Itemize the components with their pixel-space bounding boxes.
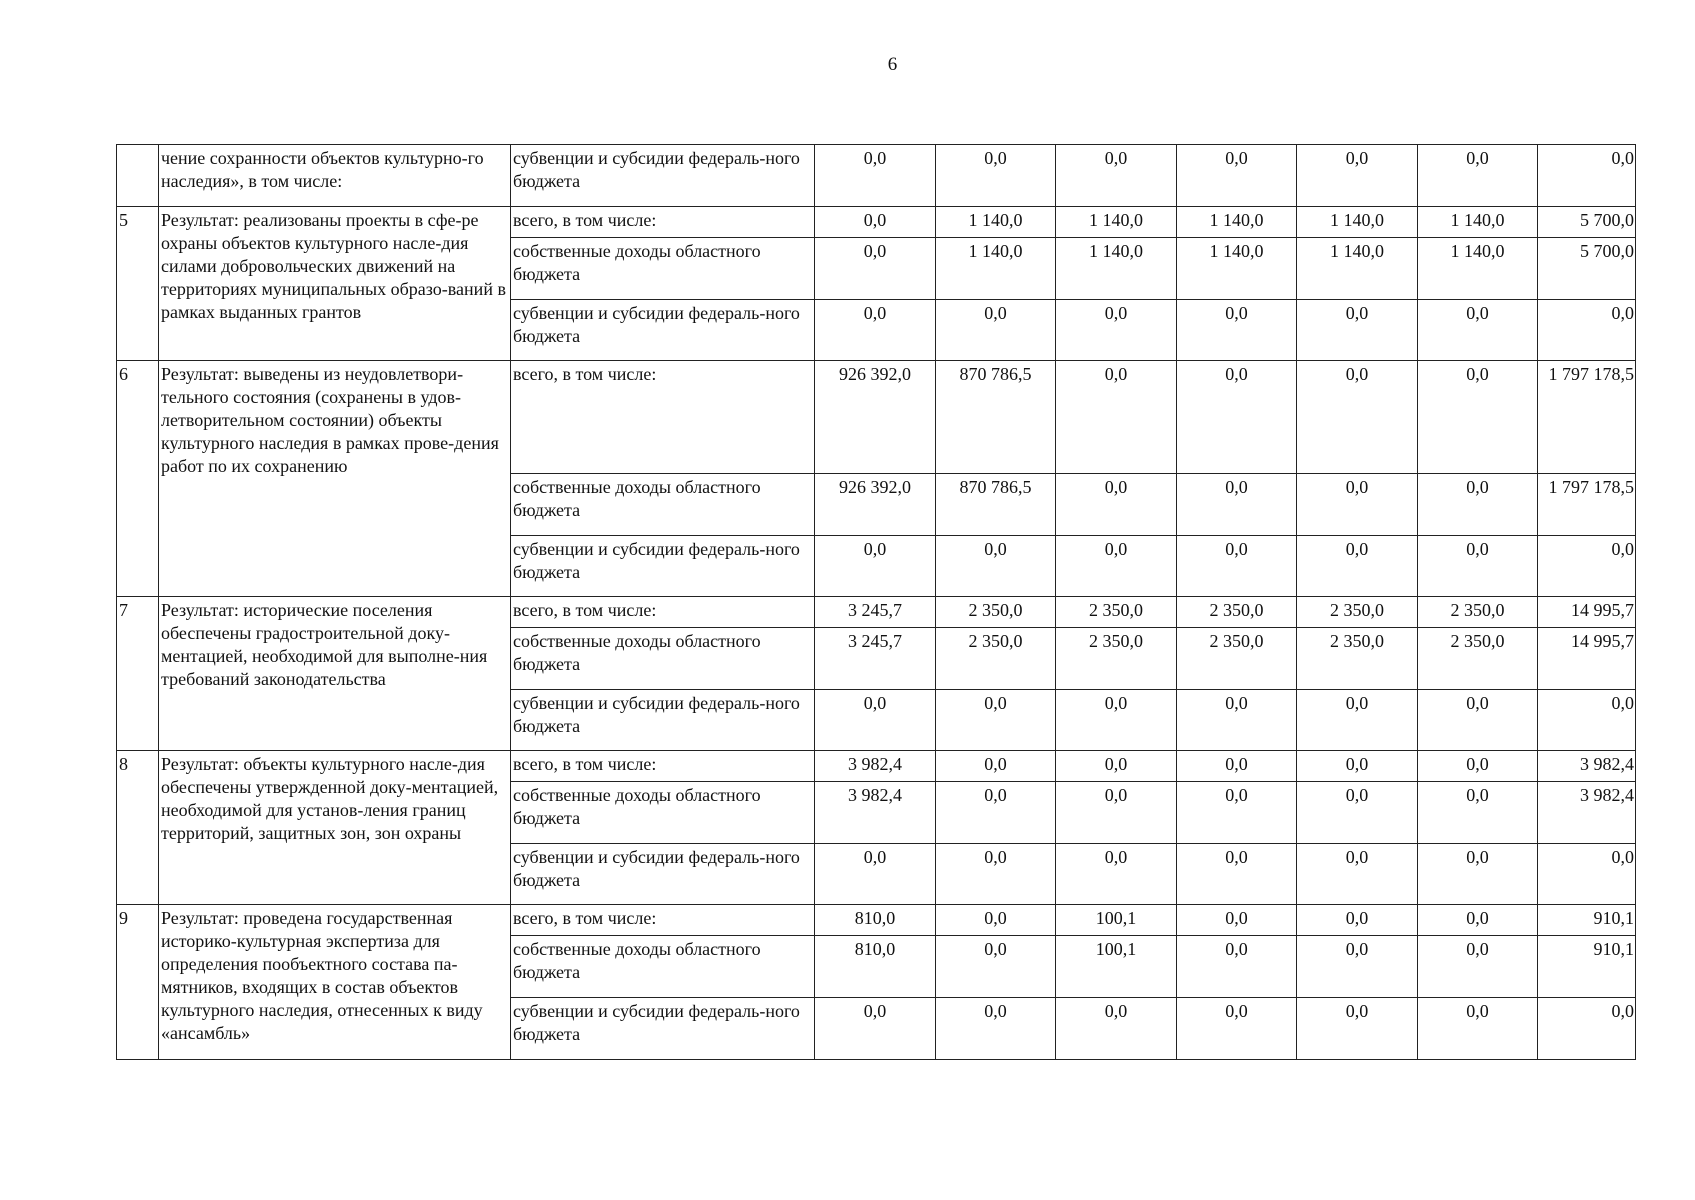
total-value-cell: 0,0 xyxy=(1538,998,1636,1060)
year-value-cell: 3 982,4 xyxy=(815,782,936,844)
year-value-cell: 2 350,0 xyxy=(1418,597,1538,628)
year-value-cell: 0,0 xyxy=(1418,844,1538,905)
year-value-cell: 0,0 xyxy=(1177,536,1297,597)
year-value-cell: 0,0 xyxy=(815,998,936,1060)
row-number-cell xyxy=(117,145,159,207)
year-value-cell: 1 140,0 xyxy=(936,238,1056,300)
total-value-cell: 14 995,7 xyxy=(1538,628,1636,690)
year-value-cell: 926 392,0 xyxy=(815,474,936,536)
budget-table xyxy=(116,144,1636,1060)
year-value-cell: 0,0 xyxy=(1418,998,1538,1060)
row-number-cell: 8 xyxy=(117,751,159,905)
year-value-cell: 1 140,0 xyxy=(1418,207,1538,238)
year-value-cell: 0,0 xyxy=(1297,536,1418,597)
year-value-cell: 0,0 xyxy=(1177,844,1297,905)
year-value-cell: 0,0 xyxy=(815,844,936,905)
year-value-cell: 0,0 xyxy=(1418,905,1538,936)
year-value-cell: 870 786,5 xyxy=(936,474,1056,536)
year-value-cell: 1 140,0 xyxy=(1418,238,1538,300)
year-value-cell: 810,0 xyxy=(815,905,936,936)
year-value-cell: 0,0 xyxy=(1297,844,1418,905)
year-value-cell: 0,0 xyxy=(1418,936,1538,998)
total-value-cell: 5 700,0 xyxy=(1538,207,1636,238)
year-value-cell: 0,0 xyxy=(1177,300,1297,361)
result-description-cell: Результат: выведены из неудовлетвори-тельного состояния (сохранены в удов-летворительном состоянии) объекты культурного наследия в рамках прове-дения работ по их сохранению xyxy=(159,361,511,597)
year-value-cell: 1 140,0 xyxy=(1297,238,1418,300)
year-value-cell: 0,0 xyxy=(815,145,936,207)
year-value-cell: 0,0 xyxy=(1177,474,1297,536)
result-description-cell: Результат: реализованы проекты в сфе-ре охраны объектов культурного насле-дия силами добровольческих движений на территориях муниципальных образо-ваний в рамках выданных грантов xyxy=(159,207,511,361)
year-value-cell: 0,0 xyxy=(1297,905,1418,936)
year-value-cell: 0,0 xyxy=(1297,936,1418,998)
year-value-cell: 0,0 xyxy=(1056,782,1177,844)
row-number-cell: 7 xyxy=(117,597,159,751)
year-value-cell: 1 140,0 xyxy=(1177,207,1297,238)
funding-source-cell: субвенции и субсидии федераль-ного бюджета xyxy=(511,690,815,751)
total-value-cell: 5 700,0 xyxy=(1538,238,1636,300)
year-value-cell: 0,0 xyxy=(1418,751,1538,782)
table-row xyxy=(117,207,1636,238)
year-value-cell: 0,0 xyxy=(1418,145,1538,207)
funding-source-cell: субвенции и субсидии федераль-ного бюджета xyxy=(511,145,815,207)
year-value-cell: 0,0 xyxy=(1056,300,1177,361)
funding-source-cell: всего, в том числе: xyxy=(511,361,815,474)
year-value-cell: 0,0 xyxy=(1418,361,1538,474)
total-value-cell: 0,0 xyxy=(1538,145,1636,207)
total-value-cell: 0,0 xyxy=(1538,690,1636,751)
funding-source-cell: собственные доходы областного бюджета xyxy=(511,628,815,690)
table-row xyxy=(117,905,1636,936)
total-value-cell: 3 982,4 xyxy=(1538,751,1636,782)
funding-source-cell: собственные доходы областного бюджета xyxy=(511,474,815,536)
total-value-cell: 14 995,7 xyxy=(1538,597,1636,628)
year-value-cell: 0,0 xyxy=(1177,751,1297,782)
year-value-cell: 0,0 xyxy=(1177,998,1297,1060)
year-value-cell: 0,0 xyxy=(936,936,1056,998)
year-value-cell: 0,0 xyxy=(936,145,1056,207)
year-value-cell: 0,0 xyxy=(1056,474,1177,536)
year-value-cell: 0,0 xyxy=(1177,690,1297,751)
funding-source-cell: всего, в том числе: xyxy=(511,905,815,936)
total-value-cell: 0,0 xyxy=(1538,300,1636,361)
year-value-cell: 0,0 xyxy=(1297,145,1418,207)
year-value-cell: 0,0 xyxy=(1297,474,1418,536)
year-value-cell: 0,0 xyxy=(936,782,1056,844)
year-value-cell: 1 140,0 xyxy=(936,207,1056,238)
year-value-cell: 3 245,7 xyxy=(815,597,936,628)
year-value-cell: 0,0 xyxy=(1297,751,1418,782)
page-number: 6 xyxy=(887,54,898,75)
year-value-cell: 0,0 xyxy=(1418,300,1538,361)
year-value-cell: 0,0 xyxy=(1297,361,1418,474)
year-value-cell: 2 350,0 xyxy=(1418,628,1538,690)
table-row xyxy=(117,361,1636,474)
year-value-cell: 2 350,0 xyxy=(1056,597,1177,628)
year-value-cell: 0,0 xyxy=(1056,998,1177,1060)
year-value-cell: 2 350,0 xyxy=(1297,597,1418,628)
year-value-cell: 3 245,7 xyxy=(815,628,936,690)
year-value-cell: 0,0 xyxy=(1177,145,1297,207)
year-value-cell: 1 140,0 xyxy=(1177,238,1297,300)
year-value-cell: 0,0 xyxy=(1056,844,1177,905)
year-value-cell: 0,0 xyxy=(1056,751,1177,782)
funding-source-cell: собственные доходы областного бюджета xyxy=(511,238,815,300)
year-value-cell: 0,0 xyxy=(1177,905,1297,936)
year-value-cell: 0,0 xyxy=(1056,536,1177,597)
total-value-cell: 3 982,4 xyxy=(1538,782,1636,844)
year-value-cell: 0,0 xyxy=(936,300,1056,361)
funding-source-cell: всего, в том числе: xyxy=(511,597,815,628)
year-value-cell: 0,0 xyxy=(936,690,1056,751)
year-value-cell: 2 350,0 xyxy=(1056,628,1177,690)
year-value-cell: 0,0 xyxy=(815,207,936,238)
year-value-cell: 0,0 xyxy=(936,905,1056,936)
total-value-cell: 1 797 178,5 xyxy=(1538,474,1636,536)
year-value-cell: 3 982,4 xyxy=(815,751,936,782)
year-value-cell: 0,0 xyxy=(1056,690,1177,751)
year-value-cell: 0,0 xyxy=(1418,536,1538,597)
year-value-cell: 0,0 xyxy=(936,536,1056,597)
row-number-cell: 5 xyxy=(117,207,159,361)
year-value-cell: 0,0 xyxy=(936,844,1056,905)
funding-source-cell: субвенции и субсидии федераль-ного бюджета xyxy=(511,536,815,597)
year-value-cell: 0,0 xyxy=(1297,782,1418,844)
year-value-cell: 100,1 xyxy=(1056,905,1177,936)
year-value-cell: 0,0 xyxy=(815,300,936,361)
year-value-cell: 0,0 xyxy=(1056,145,1177,207)
result-description-cell: Результат: объекты культурного насле-дия обеспечены утвержденной доку-ментацией, необходимой для установ-ления границ территорий, защитных зон, зон охраны xyxy=(159,751,511,905)
year-value-cell: 2 350,0 xyxy=(1177,628,1297,690)
year-value-cell: 0,0 xyxy=(1418,782,1538,844)
row-number-cell: 6 xyxy=(117,361,159,597)
year-value-cell: 0,0 xyxy=(1177,361,1297,474)
year-value-cell: 2 350,0 xyxy=(1177,597,1297,628)
funding-source-cell: собственные доходы областного бюджета xyxy=(511,782,815,844)
year-value-cell: 2 350,0 xyxy=(936,628,1056,690)
year-value-cell: 1 140,0 xyxy=(1056,207,1177,238)
year-value-cell: 0,0 xyxy=(1177,936,1297,998)
table-row xyxy=(117,145,1636,207)
result-description-cell: Результат: проведена государственная историко-культурная экспертиза для определения пообъектного состава па-мятников, входящих в состав объектов культурного наследия, отнесенных к виду «ансамбль» xyxy=(159,905,511,1060)
year-value-cell: 870 786,5 xyxy=(936,361,1056,474)
total-value-cell: 0,0 xyxy=(1538,844,1636,905)
result-description-cell: чение сохранности объектов культурно-го наследия», в том числе: xyxy=(159,145,511,207)
total-value-cell: 910,1 xyxy=(1538,936,1636,998)
funding-source-cell: субвенции и субсидии федераль-ного бюджета xyxy=(511,300,815,361)
year-value-cell: 0,0 xyxy=(1418,474,1538,536)
year-value-cell: 0,0 xyxy=(1177,782,1297,844)
year-value-cell: 0,0 xyxy=(1297,998,1418,1060)
year-value-cell: 0,0 xyxy=(1297,690,1418,751)
year-value-cell: 0,0 xyxy=(815,690,936,751)
year-value-cell: 926 392,0 xyxy=(815,361,936,474)
funding-source-cell: субвенции и субсидии федераль-ного бюджета xyxy=(511,998,815,1060)
year-value-cell: 1 140,0 xyxy=(1297,207,1418,238)
year-value-cell: 100,1 xyxy=(1056,936,1177,998)
year-value-cell: 810,0 xyxy=(815,936,936,998)
year-value-cell: 1 140,0 xyxy=(1056,238,1177,300)
funding-source-cell: собственные доходы областного бюджета xyxy=(511,936,815,998)
year-value-cell: 2 350,0 xyxy=(936,597,1056,628)
total-value-cell: 1 797 178,5 xyxy=(1538,361,1636,474)
total-value-cell: 0,0 xyxy=(1538,536,1636,597)
row-number-cell: 9 xyxy=(117,905,159,1060)
result-description-cell: Результат: исторические поселения обеспечены градостроительной доку-ментацией, необходимой для выполне-ния требований законодательства xyxy=(159,597,511,751)
funding-source-cell: всего, в том числе: xyxy=(511,751,815,782)
table-row xyxy=(117,751,1636,782)
year-value-cell: 0,0 xyxy=(815,238,936,300)
year-value-cell: 2 350,0 xyxy=(1297,628,1418,690)
year-value-cell: 0,0 xyxy=(936,998,1056,1060)
funding-source-cell: субвенции и субсидии федераль-ного бюджета xyxy=(511,844,815,905)
total-value-cell: 910,1 xyxy=(1538,905,1636,936)
year-value-cell: 0,0 xyxy=(815,536,936,597)
year-value-cell: 0,0 xyxy=(936,751,1056,782)
year-value-cell: 0,0 xyxy=(1297,300,1418,361)
table-row xyxy=(117,597,1636,628)
funding-source-cell: всего, в том числе: xyxy=(511,207,815,238)
year-value-cell: 0,0 xyxy=(1418,690,1538,751)
year-value-cell: 0,0 xyxy=(1056,361,1177,474)
